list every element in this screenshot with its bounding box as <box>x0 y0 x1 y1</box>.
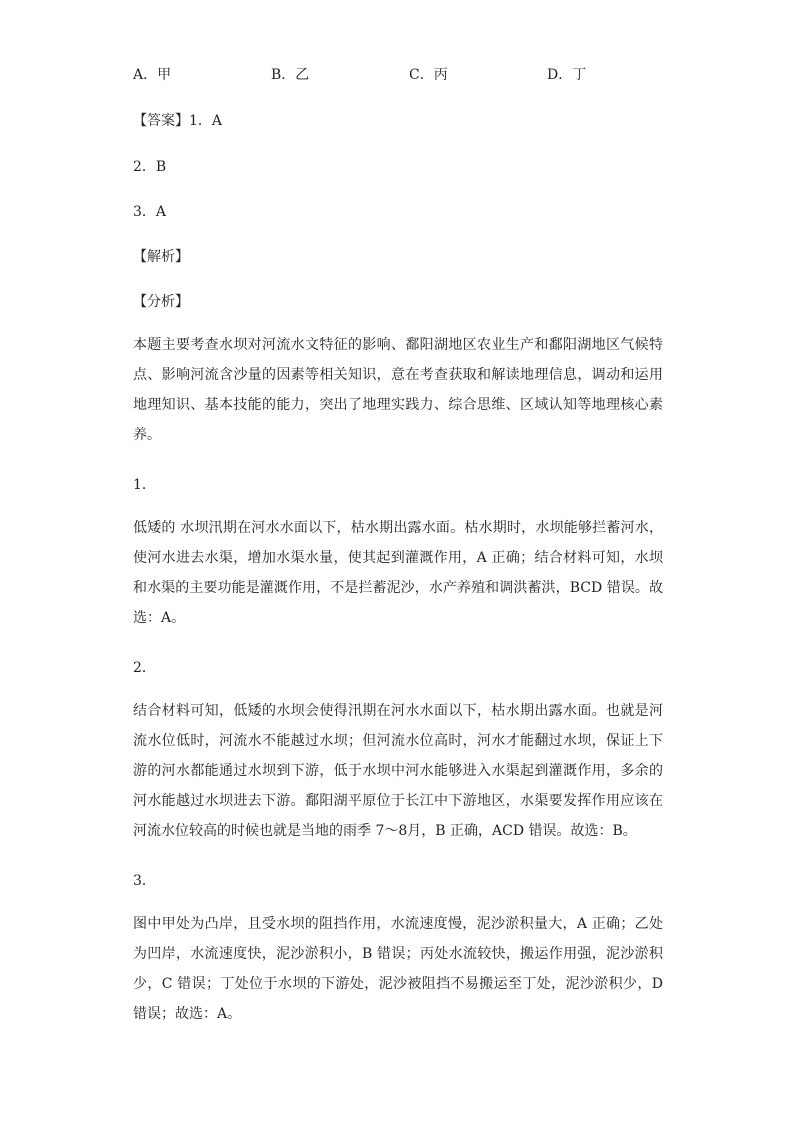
q1-number: 1． <box>133 477 156 493</box>
q1-explanation: 低矮的 水坝汛期在河水水面以下，枯水期出露水面。枯水期时，水坝能够拦蓄河水，使河水进去水渠，增加水渠水量，使其起到灌溉作用，A 正确；结合材料可知，水坝和水渠的主要功能是灌溉作用，不是拦蓄泥沙，水产养殖和调洪蓄洪，BCD 错误。故选：A。 <box>133 520 663 626</box>
answer-line-3: 3．A <box>133 204 167 220</box>
q3-explanation: 图中甲处为凸岸，且受水坝的阻挡作用，水流速度慢，泥沙淤积量大，A 正确；乙处为凹岸，水流速度快，泥沙淤积小，B 错误；丙处水流较快，搬运作用强，泥沙淤积少，C 错误；丁处位于水坝的下游处，泥沙被阻挡不易搬运至丁处，泥沙淤积少，D 错误；故选：A。 <box>133 916 663 1022</box>
option-c: C．丙 <box>409 67 448 83</box>
answer-options <box>133 64 663 88</box>
analysis-heading: 【解析】 <box>133 249 189 265</box>
q2-explanation: 结合材料可知，低矮的水坝会使得汛期在河水水面以下，枯水期出露水面。也就是河流水位低时，河流水不能越过水坝；但河流水位高时，河水才能翻过水坝，保证上下游的河水都能通过水坝到下游，低于水坝中河水能够进入水渠起到灌溉作用，多余的河水能越过水坝进去下游。鄱阳湖平原位于长江中下游地区，水渠要发挥作用应该在河流水位较高的时候也就是当地的雨季 7～8月，B 正确，ACD 错误。故选：B。 <box>133 703 663 839</box>
answer-line-2: 2．B <box>133 159 167 175</box>
q3-number: 3． <box>133 873 156 889</box>
option-a: A．甲 <box>133 67 172 83</box>
q2-number: 2． <box>133 660 156 676</box>
intro-paragraph: 本题主要考查水坝对河流水文特征的影响、鄱阳湖地区农业生产和鄱阳湖地区气候特点、影响河流含沙量的因素等相关知识，意在考查获取和解读地理信息，调动和运用地理知识、基本技能的能力，突出了地理实践力、综合思维、区域认知等地理核心素养。 <box>133 337 663 443</box>
fenxi-heading: 【分析】 <box>133 294 189 310</box>
option-d: D．丁 <box>547 67 587 83</box>
answer-label: 【答案】1．A <box>133 113 223 129</box>
option-b: B．乙 <box>271 67 310 83</box>
